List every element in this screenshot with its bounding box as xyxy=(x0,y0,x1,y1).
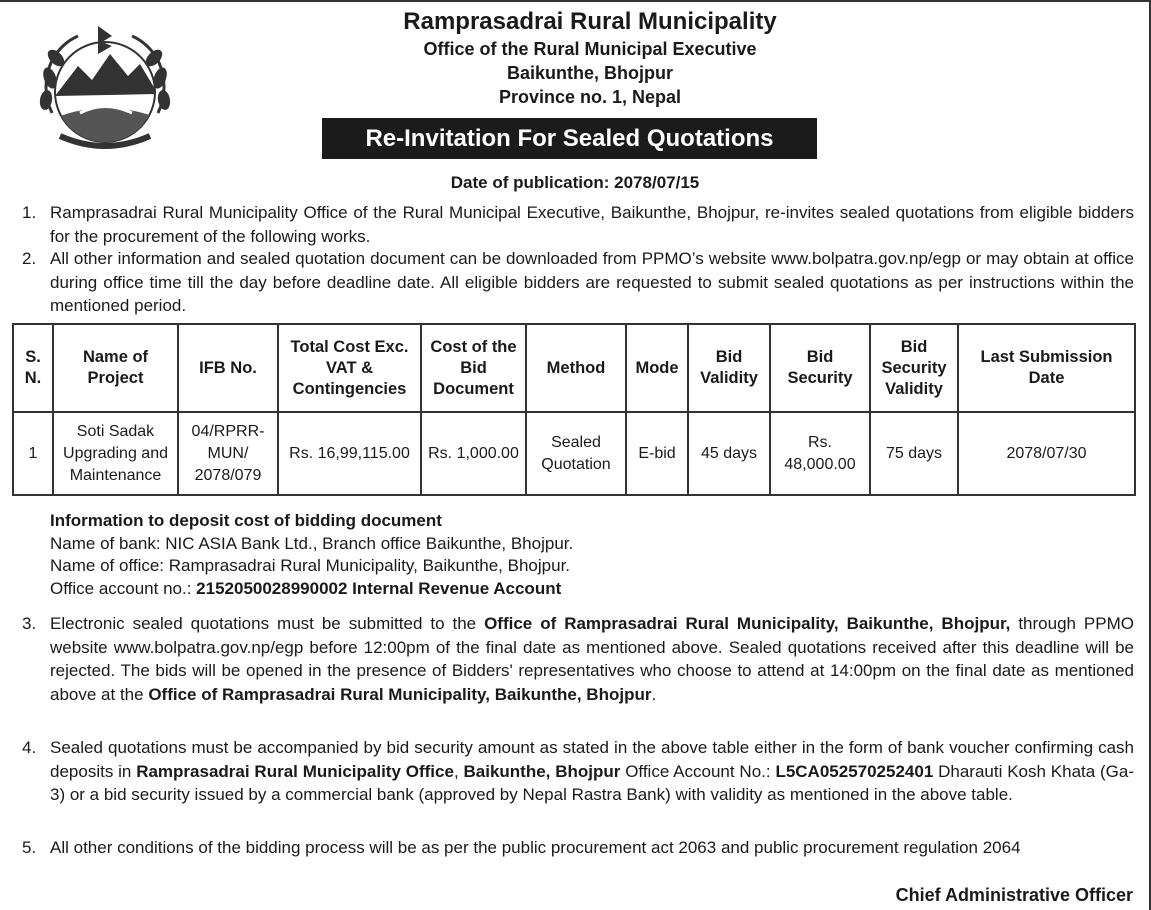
deposit-info xyxy=(50,510,1130,600)
text-segment: Sealed quotations must be accompanied by bid security amount as stated in the above table either in the form of bank voucher confirming cash deposits in xyxy=(50,738,1134,781)
paragraph-text xyxy=(50,736,1134,807)
account-value: 2152050028990002 Internal Revenue Account xyxy=(196,578,562,598)
header-sn: S. N. xyxy=(13,324,53,412)
header-method: Method xyxy=(526,324,626,412)
text-segment: . xyxy=(651,684,657,704)
paragraph-4 xyxy=(22,736,1134,807)
text-segment: Office Account No.: xyxy=(620,761,776,781)
office-location: Baikunthe, Bhojpur xyxy=(507,63,673,83)
account-label: Office account no.: xyxy=(50,578,197,598)
nepal-emblem-logo xyxy=(30,18,180,158)
cell-validity: 45 days xyxy=(688,412,770,495)
paragraph-2 xyxy=(22,247,1134,318)
bold-location: Baikunthe, Bhojpur xyxy=(463,761,621,781)
province-name: Province no. 1, Nepal xyxy=(498,87,682,107)
header-cost: Total Cost Exc. VAT & Contingencies xyxy=(278,324,421,412)
bank-name: Name of bank: NIC ASIA Bank Ltd., Branch office Baikunthe, Bhojpur. xyxy=(50,533,574,553)
cell-cost: Rs. 16,99,115.00 xyxy=(278,412,421,495)
deposit-info-heading: Information to deposit cost of bidding document xyxy=(50,511,442,530)
paragraph-1 xyxy=(22,201,1134,248)
office-name: Office of the Rural Municipal Executive xyxy=(423,39,757,59)
paragraph-number: 3. xyxy=(22,614,37,633)
table-header-row xyxy=(13,324,1135,412)
paragraph-number: 2. xyxy=(22,249,37,268)
header-project: Name of Project xyxy=(53,324,178,412)
header-mode: Mode xyxy=(626,324,688,412)
bold-office-name: Office of Ramprasadrai Rural Municipality, Baikunthe, Bhojpur xyxy=(148,684,652,704)
municipality-name: Ramprasadrai Rural Municipality xyxy=(403,8,777,35)
paragraph-number: 5. xyxy=(22,838,37,857)
cell-security: Rs. 48,000.00 xyxy=(770,412,870,495)
paragraph-text: All other information and sealed quotation document can be downloaded from PPMO’s website www.bolpatra.gov.np/egp or may obtain at office during office time till the day before deadline date. All eligible bidders are requested to submit sealed quotations as per instructions within the mentioned period. xyxy=(50,249,1134,315)
text-segment: , xyxy=(453,761,464,781)
bold-account-number: L5CA052570252401 xyxy=(775,761,934,781)
account-line xyxy=(50,578,1130,601)
signature-title: Chief Administrative Officer xyxy=(895,885,1133,905)
notice-title-banner: Re-Invitation For Sealed Quotations xyxy=(322,118,817,159)
text-segment: through PPMO website www.bolpatra.gov.np/egp before 12:00pm of the final date as mentioned above. Sealed quotations received after this deadline will be rejected. The bids will be opened in the presence of Bidders' representatives who choose to attend at 14:00pm on the final date as mentioned above at the xyxy=(50,614,1134,704)
header-security-validity: Bid Security Validity xyxy=(870,324,958,412)
bold-office-name: Office of Ramprasadrai Rural Municipality, Baikunthe, Bhojpur, xyxy=(484,614,1011,633)
paragraph-number: 1. xyxy=(22,203,37,222)
header-ifb: IFB No. xyxy=(178,324,278,412)
publication-date: Date of publication: 2078/07/15 xyxy=(450,173,700,192)
header-last-date: Last Submission Date xyxy=(958,324,1135,412)
cell-sn: 1 xyxy=(13,412,53,495)
paragraph-text xyxy=(50,612,1134,706)
cell-doc-cost: Rs. 1,000.00 xyxy=(421,412,526,495)
header-doc-cost: Cost of the Bid Document xyxy=(421,324,526,412)
header-security: Bid Security xyxy=(770,324,870,412)
paragraph-text: Ramprasadrai Rural Municipality Office of the Rural Municipal Executive, Baikunthe, Bhojpur, re-invites sealed quotations from eligible bidders for the procurement of the following works. xyxy=(50,203,1134,246)
cell-last-date: 2078/07/30 xyxy=(958,412,1135,495)
text-segment: Electronic sealed quotations must be submitted to the xyxy=(50,614,485,633)
paragraph-3 xyxy=(22,612,1134,706)
table-row xyxy=(13,412,1135,495)
paragraph-number: 4. xyxy=(22,738,37,757)
text-segment: Dharauti Kosh Khata (Ga-3) or a bid security issued by a commercial bank (approved by Nepal Rastra Bank) with validity as mentioned in the above table. xyxy=(50,761,1135,804)
quotation-table xyxy=(12,323,1136,496)
cell-method: Sealed Quotation xyxy=(526,412,626,495)
office-name-line: Name of office: Ramprasadrai Rural Municipality, Baikunthe, Bhojpur. xyxy=(50,556,571,575)
cell-mode: E-bid xyxy=(626,412,688,495)
paragraph-5 xyxy=(22,836,1134,860)
header-validity: Bid Validity xyxy=(688,324,770,412)
cell-project: Soti Sadak Upgrading and Maintenance xyxy=(53,412,178,495)
cell-ifb: 04/RPRR-MUN/ 2078/079 xyxy=(178,412,278,495)
paragraph-text: All other conditions of the bidding process will be as per the public procurement act 2063 and public procurement regulation 2064 xyxy=(50,838,1021,857)
cell-security-validity: 75 days xyxy=(870,412,958,495)
bold-office-name: Ramprasadrai Rural Municipality Office xyxy=(136,761,454,781)
top-border xyxy=(0,0,1151,2)
